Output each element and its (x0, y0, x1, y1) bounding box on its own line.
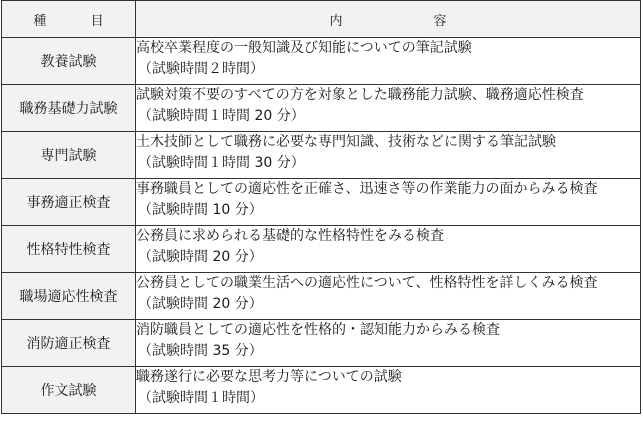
row-exam-time: （試験時間１時間 20 分） (138, 108, 305, 124)
exam-subjects-table (1, 0, 641, 414)
row-kind: 職務基礎力試験 (2, 85, 136, 132)
row-description: 消防職員としての適応性を性格的・認知能力からみる検査 (136, 322, 500, 338)
table-row (2, 179, 641, 226)
row-content (136, 179, 641, 226)
table-header-row (2, 1, 641, 38)
row-kind: 職場適応性検査 (2, 273, 136, 320)
row-exam-time: （試験時間 20 分） (138, 249, 263, 265)
row-description: 職務遂行に必要な思考力等についての試験 (136, 369, 402, 385)
row-kind: 専門試験 (2, 132, 136, 179)
row-content (136, 320, 641, 367)
row-description: 試験対策不要のすべての方を対象とした職務能力試験、職務適応性検査 (136, 87, 584, 103)
table-row (2, 38, 641, 85)
row-content (136, 132, 641, 179)
table-row (2, 226, 641, 273)
row-kind: 教養試験 (2, 38, 136, 85)
row-kind: 事務適正検査 (2, 179, 136, 226)
header-kind-label: 種 目 (33, 13, 120, 29)
row-kind: 消防適正検査 (2, 320, 136, 367)
row-content (136, 85, 641, 132)
table-row (2, 132, 641, 179)
row-description: 高校卒業程度の一般知識及び知能についての筆記試験 (136, 40, 472, 56)
row-description: 事務職員としての適応性を正確さ、迅速さ等の作業能力の面からみる検査 (136, 181, 598, 197)
row-description: 土木技師として職務に必要な専門知識、技術などに関する筆記試験 (136, 134, 556, 150)
table-row (2, 367, 641, 414)
row-exam-time: （試験時間 20 分） (138, 296, 263, 312)
row-content (136, 273, 641, 320)
row-exam-time: （試験時間２時間） (138, 61, 264, 77)
header-content-label: 内 容 (329, 13, 486, 29)
table-row (2, 273, 641, 320)
row-exam-time: （試験時間 10 分） (138, 202, 263, 218)
header-kind (2, 1, 136, 38)
row-description: 公務員としての職業生活への適応性について、性格特性を詳しくみる検査 (136, 275, 598, 291)
row-content (136, 226, 641, 273)
row-exam-time: （試験時間１時間 30 分） (138, 155, 305, 171)
row-kind: 性格特性検査 (2, 226, 136, 273)
table-row (2, 320, 641, 367)
table-row (2, 85, 641, 132)
row-kind: 作文試験 (2, 367, 136, 414)
header-content (136, 1, 641, 38)
row-content (136, 367, 641, 414)
row-exam-time: （試験時間１時間） (138, 390, 264, 406)
row-description: 公務員に求められる基礎的な性格特性をみる検査 (136, 228, 444, 244)
row-content (136, 38, 641, 85)
row-exam-time: （試験時間 35 分） (138, 343, 263, 359)
